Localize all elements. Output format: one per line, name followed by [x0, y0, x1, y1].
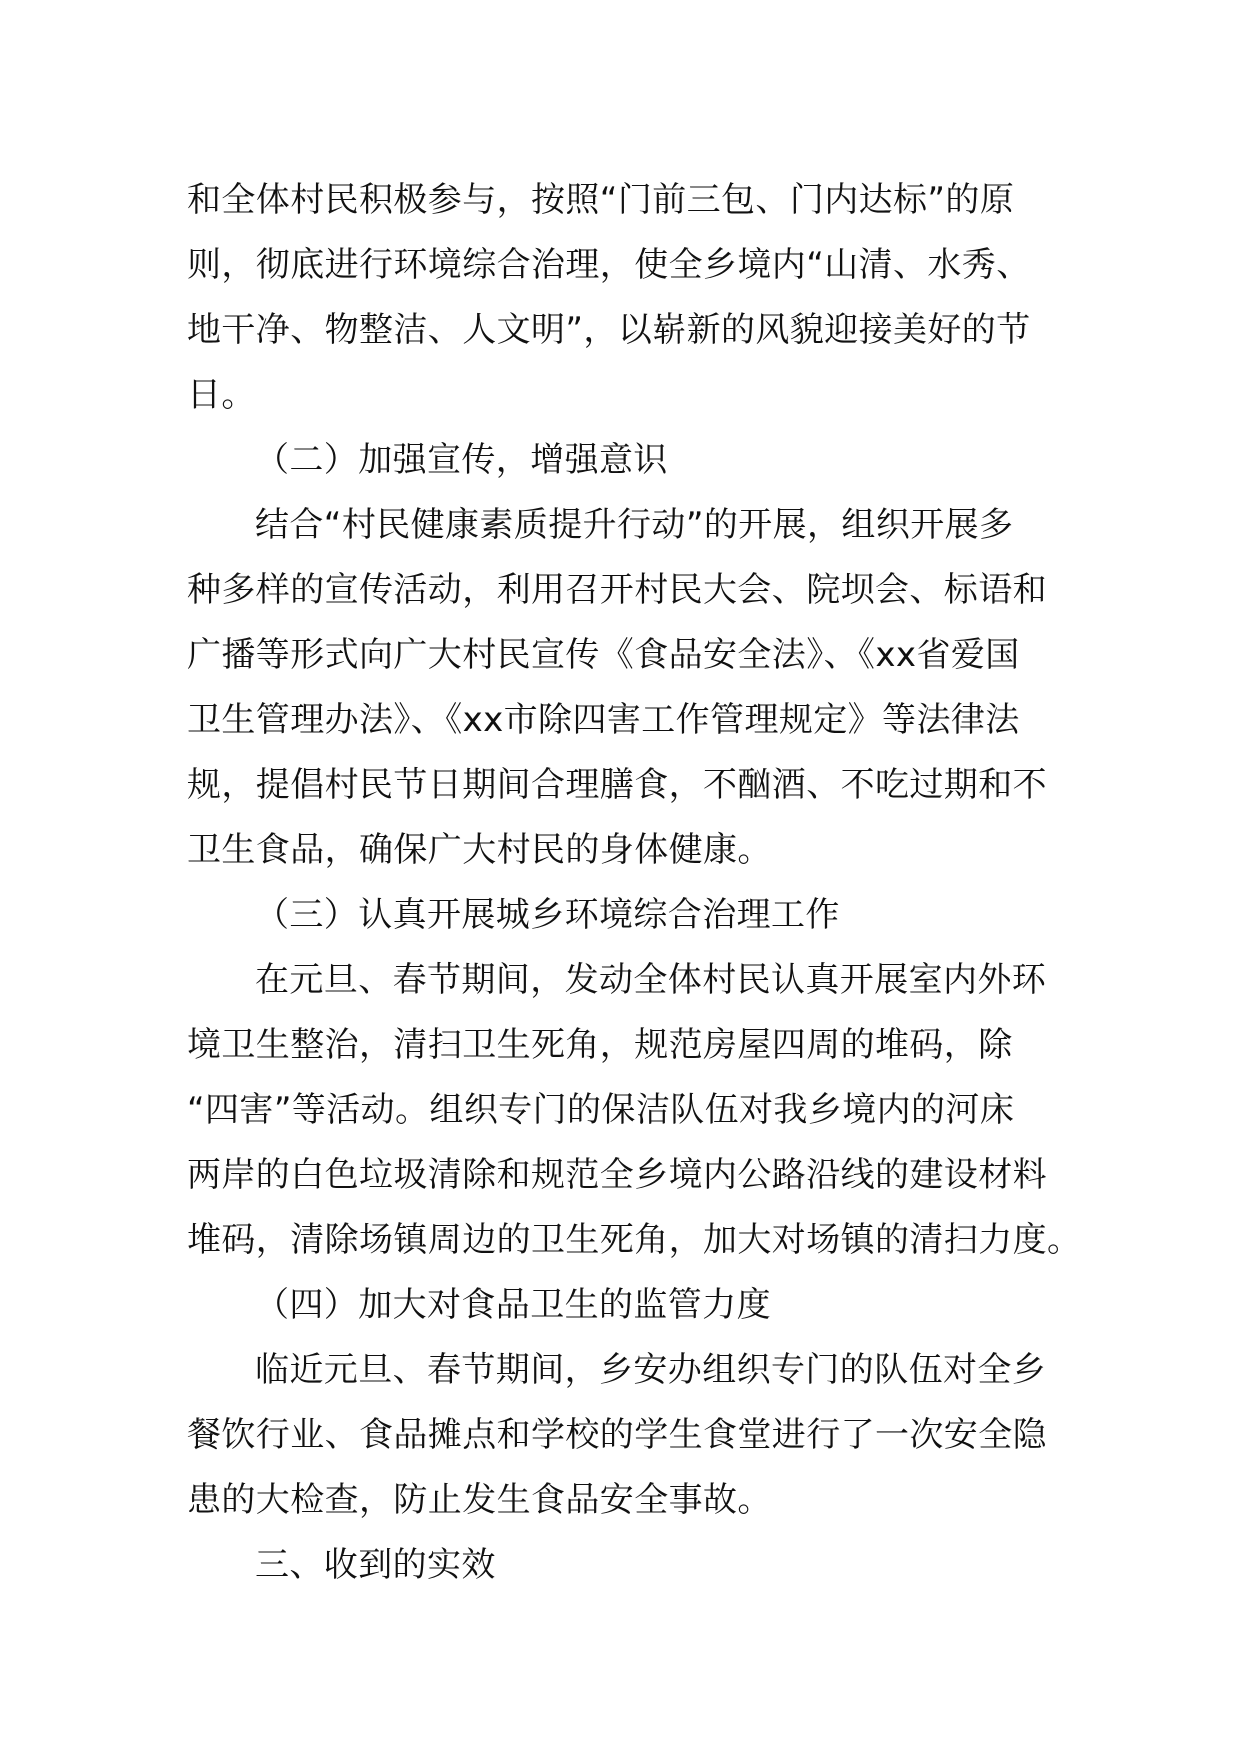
paragraph-line: 餐饮行业、食品摊点和学校的学生食堂进行了一次安全隐	[187, 1415, 1047, 1455]
paragraph-line: 堆码，清除场镇周边的卫生死角，加大对场镇的清扫力度。	[187, 1220, 1082, 1260]
paragraph-line: 和全体村民积极参与，按照“门前三包、门内达标”的原	[187, 180, 1015, 220]
document-body	[187, 168, 1082, 1598]
paragraph-line: 在元旦、春节期间，发动全体村民认真开展室内外环	[255, 960, 1047, 1000]
section-heading: （三）认真开展城乡环境综合治理工作	[255, 895, 840, 935]
paragraph-line: “四害”等活动。组织专门的保洁队伍对我乡境内的河床	[187, 1090, 1015, 1130]
paragraph-line: 广播等形式向广大村民宣传《食品安全法》、《xx省爱国	[187, 635, 1020, 675]
paragraph-line: 境卫生整治，清扫卫生死角，规范房屋四周的堆码，除	[187, 1025, 1013, 1065]
paragraph-line: 则，彻底进行环境综合治理，使全乡境内“山清、水秀、	[187, 245, 1031, 285]
paragraph-line: 规，提倡村民节日期间合理膳食，不酗酒、不吃过期和不	[187, 765, 1047, 805]
paragraph-line: 临近元旦、春节期间，乡安办组织专门的队伍对全乡	[255, 1350, 1047, 1390]
section-heading: （四）加大对食品卫生的监管力度	[255, 1285, 771, 1325]
paragraph-line: 卫生管理办法》、《xx市除四害工作管理规定》等法律法	[187, 700, 1020, 740]
section-heading: （二）加强宣传，增强意识	[255, 440, 668, 480]
paragraph-line: 卫生食品，确保广大村民的身体健康。	[187, 830, 772, 870]
paragraph-line: 种多样的宣传活动，利用召开村民大会、院坝会、标语和	[187, 570, 1047, 610]
paragraph-line: 结合“村民健康素质提升行动”的开展，组织开展多	[255, 505, 1014, 545]
paragraph-line: 两岸的白色垃圾清除和规范全乡境内公路沿线的建设材料	[187, 1155, 1047, 1195]
paragraph-line: 日。	[187, 375, 256, 415]
section-heading: 三、收到的实效	[255, 1545, 496, 1585]
paragraph-line: 患的大检查，防止发生食品安全事故。	[187, 1480, 772, 1520]
paragraph-line: 地干净、物整洁、人文明”，以崭新的风貌迎接美好的节	[187, 310, 1031, 350]
